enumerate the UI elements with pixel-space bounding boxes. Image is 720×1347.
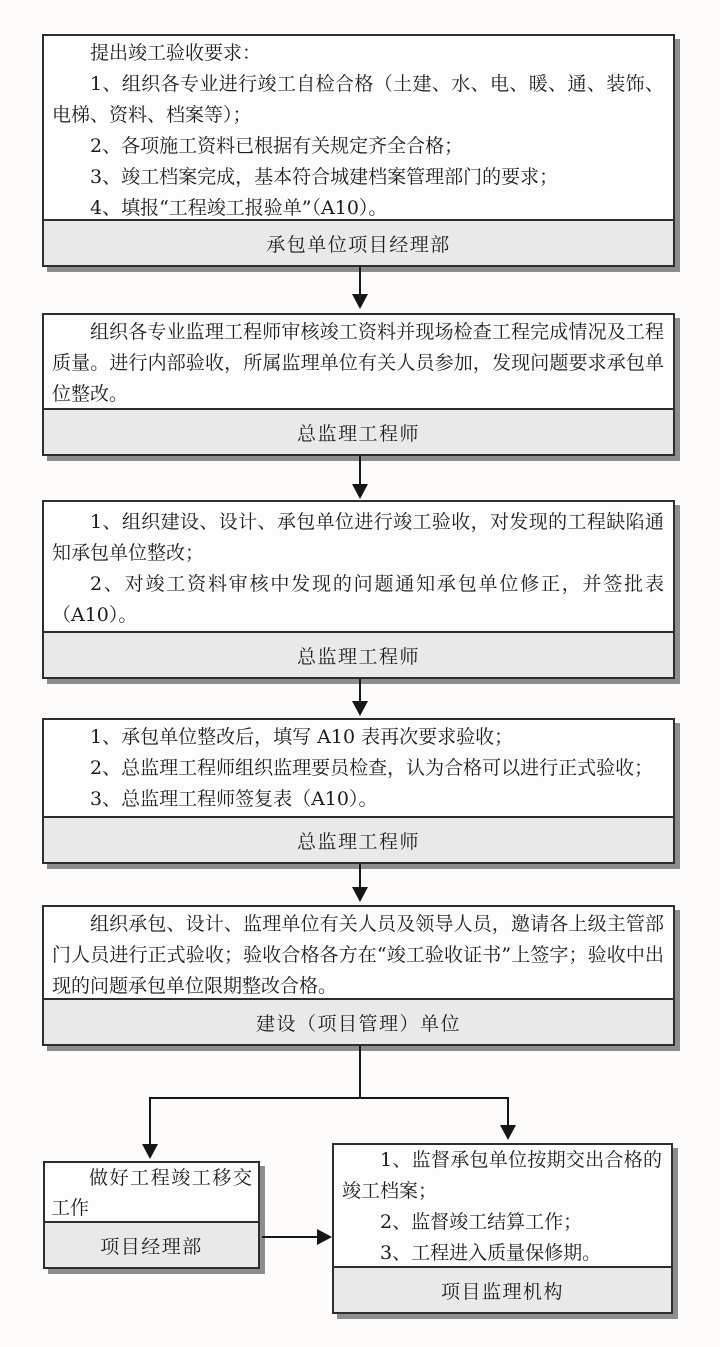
- arrow-step4-to-step5-line: [359, 864, 361, 888]
- box-supervisor-review: [42, 313, 675, 456]
- step-paragraph: 3、竣工档案完成，基本符合城建档案管理部门的要求；: [90, 166, 559, 188]
- step-paragraph: 1、组织建设、设计、承包单位进行竣工验收，对发现的工程缺陷通知承包单位整改；: [52, 511, 664, 564]
- step-actor-label: 建设（项目管理）单位: [44, 998, 673, 1044]
- box-completion-acceptance-request: [42, 34, 675, 267]
- arrow-handover-to-supervision-head: [317, 1229, 332, 1245]
- step-paragraph: 做好工程竣工移交工作: [51, 1167, 252, 1219]
- step-content: [44, 720, 673, 816]
- arrow-branch-right-head: [500, 1125, 516, 1140]
- arrow-step1-to-step2-line: [359, 267, 361, 295]
- arrow-step2-to-step3-line: [359, 456, 361, 485]
- arrow-step3-to-step4-head: [352, 701, 368, 716]
- arrow-step4-to-step5-head: [352, 887, 368, 902]
- branch-right-line: [507, 1097, 509, 1126]
- step-paragraph: 1、组织各专业进行竣工自检合格（土建、水、电、暖、通、装饰、电梯、资料、档案等）；: [52, 73, 664, 126]
- box-re-inspection: [42, 718, 675, 864]
- step-content: [45, 1163, 258, 1221]
- step-content: [44, 907, 673, 998]
- step-content: [44, 502, 673, 631]
- box-handover-work: [43, 1161, 260, 1269]
- step-paragraph: 组织各专业监理工程师审核竣工资料并现场检查工程完成情况及工程质量。进行内部验收，所属监理单位有关人员参加，发现问题要求承包单位整改。: [52, 321, 664, 405]
- step-actor-label: 承包单位项目经理部: [44, 219, 673, 265]
- step-paragraph: 2、各项施工资料已根据有关规定齐全合格；: [90, 135, 464, 157]
- step-content: [334, 1145, 671, 1266]
- step-content: [44, 36, 673, 219]
- branch-horizontal-line: [149, 1097, 509, 1099]
- step-paragraph: 2、对竣工资料审核中发现的问题通知承包单位修正，并签批表（A10）。: [52, 573, 664, 626]
- step-paragraph: 2、监督竣工结算工作；: [380, 1211, 583, 1233]
- box-supervision-duties: [332, 1143, 673, 1314]
- step-paragraph: 3、工程进入质量保修期。: [380, 1242, 602, 1264]
- step-paragraph: 组织承包、设计、监理单位有关人员及领导人员，邀请各上级主管部门人员进行正式验收；验收合格各方在“竣工验收证书”上签字；验收中出现的问题承包单位限期整改合格。: [52, 913, 664, 997]
- step-paragraph: 提出竣工验收要求：: [90, 42, 262, 64]
- branch-trunk-line: [359, 1046, 361, 1099]
- step-actor-label: 项目监理机构: [334, 1266, 671, 1312]
- arrow-branch-left-head: [142, 1144, 158, 1159]
- step-actor-label: 总监理工程师: [44, 408, 673, 454]
- step-paragraph: 2、总监理工程师组织监理要员检查，认为合格可以进行正式验收；: [90, 757, 654, 779]
- step-content: [44, 315, 673, 408]
- step-paragraph: 3、总监理工程师签复表（A10）。: [90, 788, 378, 810]
- box-formal-acceptance: [42, 905, 675, 1046]
- arrow-step3-to-step4-line: [359, 679, 361, 702]
- branch-left-line: [149, 1097, 151, 1145]
- arrow-step1-to-step2-head: [352, 294, 368, 309]
- box-organize-preliminary-acceptance: [42, 500, 675, 679]
- step-actor-label: 总监理工程师: [44, 631, 673, 677]
- arrow-step2-to-step3-head: [352, 484, 368, 499]
- step-actor-label: 项目经理部: [45, 1221, 258, 1267]
- step-paragraph: 4、填报“工程竣工报验单”（A10）。: [90, 197, 388, 219]
- step-paragraph: 1、监督承包单位按期交出合格的竣工档案；: [342, 1149, 662, 1202]
- step-paragraph: 1、承包单位整改后，填写 A10 表再次要求验收；: [90, 726, 514, 748]
- step-actor-label: 总监理工程师: [44, 816, 673, 862]
- arrow-handover-to-supervision-line: [262, 1236, 318, 1238]
